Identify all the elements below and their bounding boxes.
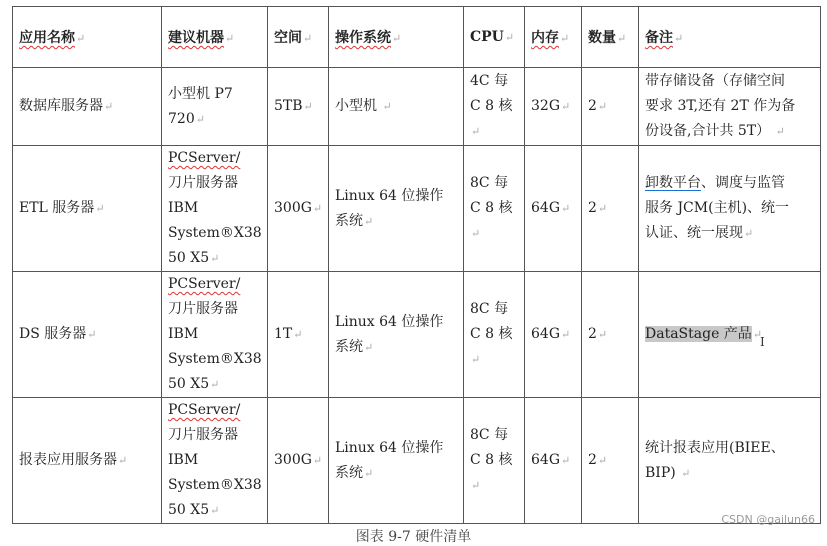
header-cell: 操作系统↵ (329, 7, 464, 68)
note-cell[interactable]: DataStage 产品↵I (639, 272, 821, 398)
header-cell: 内存↵ (525, 7, 582, 68)
space-cell: 5TB↵ (268, 68, 329, 146)
header-cell: 数量↵ (582, 7, 639, 68)
space-cell: 300G↵ (268, 146, 329, 272)
selected-text[interactable]: DataStage 产品 (645, 326, 752, 342)
app-name-cell: 报表应用服务器↵ (13, 398, 162, 524)
memory-cell: 32G↵ (525, 68, 582, 146)
machine-cell: PCServer/ 刀片服务器 IBM System®X38 50 X5↵ (162, 398, 268, 524)
header-cell: 备注↵ (639, 7, 821, 68)
header-cell: 应用名称↵ (13, 7, 162, 68)
header-row (13, 7, 821, 68)
table-row (13, 68, 821, 146)
note-cell: 统计报表应用(BIEE、 BIP) ↵ (639, 398, 821, 524)
table-caption: 图表 9-7 硬件清单 (355, 529, 472, 545)
machine-cell: PCServer/ 刀片服务器 IBM System®X38 50 X5↵ (162, 146, 268, 272)
watermark: CSDN @gailun66 (721, 513, 815, 526)
os-cell: Linux 64 位操作 系统↵ (329, 272, 464, 398)
cpu-cell: 8C 每 C 8 核↵ (464, 398, 525, 524)
count-cell: 2↵ (582, 68, 639, 146)
os-cell: Linux 64 位操作 系统↵ (329, 146, 464, 272)
text-cursor-icon: I (760, 335, 765, 349)
table-row (13, 398, 821, 524)
os-cell: 小型机 ↵ (329, 68, 464, 146)
memory-cell: 64G↵ (525, 146, 582, 272)
count-cell: 2↵ (582, 272, 639, 398)
app-name-cell: ETL 服务器↵ (13, 146, 162, 272)
hardware-table (12, 6, 821, 524)
header-cell: 建议机器↵ (162, 7, 268, 68)
memory-cell: 64G↵ (525, 398, 582, 524)
cpu-cell: 8C 每 C 8 核↵ (464, 272, 525, 398)
cpu-cell: 4C 每 C 8 核↵ (464, 68, 525, 146)
header-cell: 空间↵ (268, 7, 329, 68)
table-row (13, 272, 821, 398)
table-row (13, 146, 821, 272)
note-cell: 卸数平台、调度与监管 服务 JCM(主机)、统一 认证、统一展现↵ (639, 146, 821, 272)
machine-cell: 小型机 P7 720↵ (162, 68, 268, 146)
space-cell: 300G↵ (268, 398, 329, 524)
note-cell: 带存储设备（存储空间 要求 3T,还有 2T 作为备 份设备,合计共 5T） ↵ (639, 68, 821, 146)
count-cell: 2↵ (582, 146, 639, 272)
app-name-cell: 数据库服务器↵ (13, 68, 162, 146)
machine-cell: PCServer/ 刀片服务器 IBM System®X38 50 X5↵ (162, 272, 268, 398)
cpu-cell: 8C 每 C 8 核↵ (464, 146, 525, 272)
header-cell: CPU↵ (464, 7, 525, 68)
count-cell: 2↵ (582, 398, 639, 524)
space-cell: 1T↵ (268, 272, 329, 398)
os-cell: Linux 64 位操作 系统↵ (329, 398, 464, 524)
app-name-cell: DS 服务器↵ (13, 272, 162, 398)
memory-cell: 64G↵ (525, 272, 582, 398)
